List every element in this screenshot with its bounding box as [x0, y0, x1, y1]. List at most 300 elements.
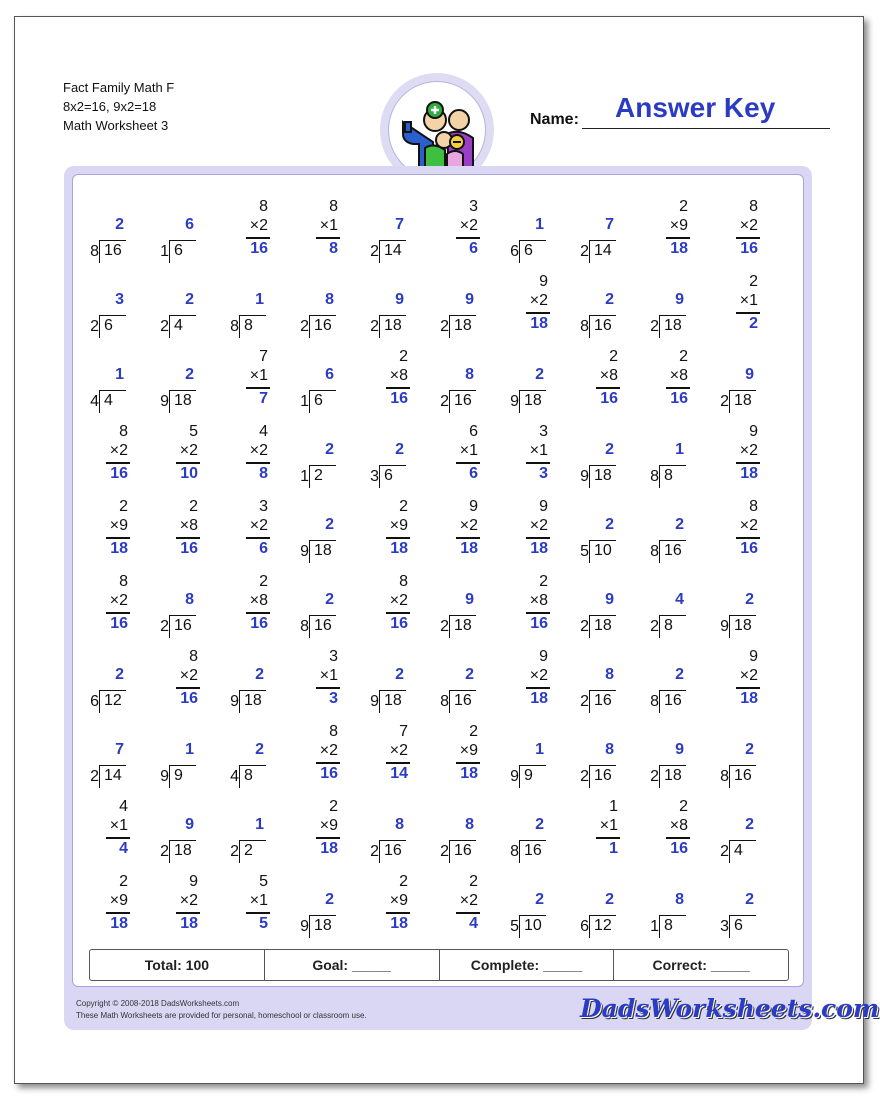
product-answer: 18	[530, 315, 548, 332]
factor-bottom	[740, 217, 758, 235]
dividend	[650, 315, 686, 338]
dividend	[580, 315, 616, 338]
dividend-value: 14	[594, 242, 612, 259]
factor-bottom-value: 1	[539, 442, 548, 459]
factor-top: 8	[189, 648, 198, 665]
product-answer: 18	[110, 915, 128, 932]
dividend	[440, 315, 476, 338]
quotient-answer: 8	[605, 741, 614, 758]
divisor: 8	[580, 318, 589, 335]
product-answer: 3	[329, 690, 338, 707]
long-division	[228, 291, 268, 337]
factor-top: 4	[259, 423, 268, 440]
answer-rule	[596, 387, 620, 389]
quotient-answer: 7	[605, 216, 614, 233]
divisor: 8	[230, 318, 239, 335]
long-division	[438, 366, 478, 412]
factor-top: 8	[119, 423, 128, 440]
division-problem	[646, 421, 694, 491]
factor-top: 2	[539, 573, 548, 590]
long-division	[158, 366, 198, 412]
product-answer: 16	[530, 615, 548, 632]
long-division	[438, 591, 478, 637]
division-problem	[576, 496, 624, 566]
dividend	[510, 390, 546, 413]
answer-rule	[106, 612, 130, 614]
divisor: 6	[90, 693, 99, 710]
divisor: 5	[580, 543, 589, 560]
times-sign: ×	[459, 742, 470, 759]
dividend-value: 16	[454, 392, 472, 409]
factor-bottom	[110, 892, 128, 910]
factor-bottom	[110, 517, 128, 535]
divisor: 9	[510, 393, 519, 410]
factor-top: 6	[469, 423, 478, 440]
division-problem	[86, 346, 134, 416]
product-answer: 4	[469, 915, 478, 932]
quotient-answer: 9	[395, 291, 404, 308]
factor-bottom-value: 2	[259, 517, 268, 534]
times-sign: ×	[249, 592, 260, 609]
answer-rule	[106, 462, 130, 464]
divisor: 5	[510, 918, 519, 935]
quotient-answer: 2	[325, 591, 334, 608]
factor-bottom-value: 9	[399, 892, 408, 909]
product-answer: 16	[320, 765, 338, 782]
factor-top: 2	[119, 873, 128, 890]
quotient-answer: 2	[535, 366, 544, 383]
division-problem	[646, 571, 694, 641]
division-problem	[506, 196, 554, 266]
quotient-answer: 1	[535, 741, 544, 758]
quotient-answer: 8	[675, 891, 684, 908]
multiplication-problem	[646, 196, 694, 266]
division-problem	[716, 571, 764, 641]
long-division	[718, 591, 758, 637]
product-answer: 16	[670, 840, 688, 857]
times-sign: ×	[529, 667, 540, 684]
division-problem	[506, 346, 554, 416]
division-problem	[716, 721, 764, 791]
long-division	[368, 291, 408, 337]
dividend	[510, 915, 546, 938]
dividend-value: 6	[104, 317, 113, 334]
dividend	[300, 390, 336, 413]
answer-rule	[176, 912, 200, 914]
answer-rule	[456, 762, 480, 764]
quotient-answer: 2	[745, 891, 754, 908]
dividend	[370, 240, 406, 263]
answer-rule	[736, 237, 760, 239]
dividend	[370, 690, 406, 713]
quotient-answer: 6	[185, 216, 194, 233]
factor-top: 2	[399, 348, 408, 365]
worksheet-subtitle: Math Worksheet 3	[63, 118, 169, 133]
division-problem	[436, 571, 484, 641]
dividend	[510, 840, 546, 863]
product-answer: 16	[390, 390, 408, 407]
divisor: 8	[90, 243, 99, 260]
factor-bottom-value: 2	[469, 517, 478, 534]
factor-bottom	[180, 442, 198, 460]
factor-bottom	[390, 517, 408, 535]
factor-bottom	[390, 742, 408, 760]
factor-top: 8	[399, 573, 408, 590]
long-division	[718, 741, 758, 787]
dividend-value: 14	[104, 767, 122, 784]
dividend	[580, 690, 616, 713]
factor-bottom-value: 2	[119, 442, 128, 459]
divisor: 8	[720, 768, 729, 785]
factor-bottom	[460, 892, 478, 910]
product-answer: 8	[259, 465, 268, 482]
division-problem	[366, 196, 414, 266]
long-division	[508, 366, 548, 412]
quotient-answer: 2	[675, 516, 684, 533]
divisor: 3	[720, 918, 729, 935]
dividend	[440, 840, 476, 863]
divisor: 2	[440, 843, 449, 860]
factor-bottom-value: 2	[539, 667, 548, 684]
times-sign: ×	[529, 592, 540, 609]
correct-field[interactable]: Correct: _____	[652, 957, 750, 973]
product-answer: 16	[600, 390, 618, 407]
factor-bottom	[530, 442, 548, 460]
dividend	[650, 915, 686, 938]
answer-rule	[176, 462, 200, 464]
division-problem	[366, 796, 414, 866]
long-division	[158, 216, 198, 262]
brand-logo: DadsWorksheets.com	[580, 994, 880, 1023]
dividend	[160, 765, 196, 788]
factor-bottom	[320, 817, 338, 835]
dividend-value: 18	[454, 617, 472, 634]
multiplication-problem	[226, 421, 274, 491]
product-answer: 6	[469, 465, 478, 482]
answer-rule	[106, 912, 130, 914]
times-sign: ×	[669, 217, 680, 234]
long-division	[578, 891, 618, 937]
answer-rule	[526, 462, 550, 464]
quotient-answer: 2	[185, 291, 194, 308]
dividend-value: 4	[174, 317, 183, 334]
factor-top: 8	[329, 723, 338, 740]
long-division	[648, 741, 688, 787]
multiplication-problem	[716, 496, 764, 566]
times-sign: ×	[109, 517, 120, 534]
divisor: 8	[650, 543, 659, 560]
factor-bottom	[250, 892, 268, 910]
dividend-value: 16	[174, 617, 192, 634]
long-division	[88, 216, 128, 262]
division-problem	[86, 271, 134, 341]
quotient-answer: 1	[675, 441, 684, 458]
divisor: 2	[580, 243, 589, 260]
factor-top: 9	[539, 498, 548, 515]
times-sign: ×	[739, 667, 750, 684]
factor-bottom	[390, 892, 408, 910]
divisor: 2	[580, 693, 589, 710]
family-icon	[389, 82, 485, 178]
factor-bottom	[670, 817, 688, 835]
quotient-answer: 1	[255, 816, 264, 833]
long-division	[508, 816, 548, 862]
times-sign: ×	[249, 367, 260, 384]
long-division	[368, 441, 408, 487]
times-sign: ×	[249, 442, 260, 459]
dividend-value: 18	[594, 467, 612, 484]
multiplication-problem	[716, 196, 764, 266]
factor-bottom-value: 9	[399, 517, 408, 534]
division-problem	[716, 796, 764, 866]
product-answer: 16	[180, 690, 198, 707]
times-sign: ×	[179, 892, 190, 909]
answer-rule	[736, 312, 760, 314]
dividend-value: 4	[104, 392, 113, 409]
divisor: 2	[580, 618, 589, 635]
factor-bottom-value: 2	[749, 517, 758, 534]
long-division	[158, 291, 198, 337]
dividend-value: 4	[734, 842, 743, 859]
multiplication-problem	[296, 721, 344, 791]
factor-bottom-value: 2	[469, 892, 478, 909]
divisor: 2	[370, 843, 379, 860]
dividend-value: 6	[384, 467, 393, 484]
dividend-value: 18	[384, 692, 402, 709]
factor-bottom-value: 2	[399, 592, 408, 609]
long-division	[368, 816, 408, 862]
dividend	[720, 390, 756, 413]
factor-bottom-value: 8	[679, 367, 688, 384]
factor-bottom	[390, 367, 408, 385]
answer-rule	[246, 462, 270, 464]
factor-top: 1	[609, 798, 618, 815]
times-sign: ×	[249, 217, 260, 234]
division-problem	[576, 196, 624, 266]
times-sign: ×	[389, 367, 400, 384]
divisor: 1	[650, 918, 659, 935]
times-sign: ×	[179, 667, 190, 684]
multiplication-problem	[86, 421, 134, 491]
division-problem	[436, 646, 484, 716]
product-answer: 6	[259, 540, 268, 557]
multiplication-problem	[156, 421, 204, 491]
dividend-value: 16	[594, 767, 612, 784]
multiplication-problem	[296, 196, 344, 266]
dividend	[90, 690, 126, 713]
division-problem	[646, 646, 694, 716]
times-sign: ×	[529, 442, 540, 459]
dividend-value: 14	[384, 242, 402, 259]
product-answer: 16	[740, 240, 758, 257]
factor-bottom	[740, 292, 758, 310]
multiplication-problem	[716, 646, 764, 716]
division-problem	[646, 871, 694, 941]
multiplication-problem	[646, 796, 694, 866]
factor-bottom	[250, 517, 268, 535]
long-division	[228, 816, 268, 862]
factor-top: 2	[329, 798, 338, 815]
division-problem	[506, 721, 554, 791]
product-answer: 5	[259, 915, 268, 932]
times-sign: ×	[739, 217, 750, 234]
divisor: 9	[510, 768, 519, 785]
factor-bottom	[250, 367, 268, 385]
dividend-value: 16	[314, 617, 332, 634]
multiplication-problem	[506, 421, 554, 491]
dividend-value: 6	[734, 917, 743, 934]
dividend	[510, 765, 546, 788]
long-division	[298, 441, 338, 487]
factor-bottom	[530, 592, 548, 610]
dividend	[440, 690, 476, 713]
factor-bottom-value: 9	[679, 217, 688, 234]
long-division	[228, 666, 268, 712]
division-problem	[576, 871, 624, 941]
dividend-value: 18	[594, 617, 612, 634]
long-division	[88, 291, 128, 337]
division-problem	[296, 421, 344, 491]
division-problem	[576, 421, 624, 491]
factor-bottom-value: 2	[119, 592, 128, 609]
divisor: 2	[370, 318, 379, 335]
divisor: 2	[160, 843, 169, 860]
product-answer: 18	[390, 915, 408, 932]
long-division	[648, 441, 688, 487]
answer-rule	[456, 462, 480, 464]
quotient-answer: 1	[535, 216, 544, 233]
long-division	[508, 891, 548, 937]
dividend-value: 6	[174, 242, 183, 259]
answer-rule	[246, 237, 270, 239]
dividend	[440, 615, 476, 638]
factor-bottom-value: 1	[329, 667, 338, 684]
product-answer: 16	[180, 540, 198, 557]
factor-bottom-value: 1	[329, 217, 338, 234]
answer-rule	[246, 912, 270, 914]
quotient-answer: 1	[115, 366, 124, 383]
dividend	[370, 840, 406, 863]
dividend	[580, 465, 616, 488]
name-field[interactable]	[582, 128, 830, 129]
multiplication-problem	[226, 196, 274, 266]
division-problem	[296, 496, 344, 566]
answer-rule	[666, 237, 690, 239]
worksheet-title: Fact Family Math F	[63, 80, 175, 95]
dividend	[580, 615, 616, 638]
quotient-answer: 8	[395, 816, 404, 833]
product-answer: 1	[609, 840, 618, 857]
divisor: 6	[580, 918, 589, 935]
divisor: 2	[440, 393, 449, 410]
times-sign: ×	[249, 892, 260, 909]
division-problem	[296, 271, 344, 341]
quotient-answer: 9	[185, 816, 194, 833]
factor-bottom-value: 8	[189, 517, 198, 534]
divisor: 2	[580, 768, 589, 785]
multiplication-problem	[506, 271, 554, 341]
factor-top: 5	[189, 423, 198, 440]
division-problem	[716, 871, 764, 941]
goal-field[interactable]: Goal: _____	[265, 950, 440, 980]
long-division	[158, 816, 198, 862]
times-sign: ×	[109, 892, 120, 909]
factor-top: 3	[329, 648, 338, 665]
division-problem	[296, 871, 344, 941]
dividend-value: 18	[454, 317, 472, 334]
divisor: 2	[720, 393, 729, 410]
score-box	[89, 949, 789, 981]
multiplication-problem	[436, 196, 484, 266]
times-sign: ×	[459, 517, 470, 534]
copyright-block	[76, 998, 367, 1022]
factor-top: 3	[259, 498, 268, 515]
factor-bottom-value: 2	[329, 742, 338, 759]
quotient-answer: 7	[395, 216, 404, 233]
quotient-answer: 9	[675, 291, 684, 308]
dividend-value: 8	[244, 767, 253, 784]
divisor: 8	[510, 843, 519, 860]
divisor: 2	[370, 243, 379, 260]
dividend	[510, 240, 546, 263]
division-problem	[156, 271, 204, 341]
dividend	[720, 615, 756, 638]
dividend-value: 6	[314, 392, 323, 409]
long-division	[508, 741, 548, 787]
dividend-value: 18	[314, 917, 332, 934]
product-answer: 16	[390, 615, 408, 632]
quotient-answer: 9	[745, 366, 754, 383]
times-sign: ×	[669, 367, 680, 384]
division-problem	[156, 196, 204, 266]
multiplication-problem	[436, 721, 484, 791]
long-division	[718, 366, 758, 412]
answer-rule	[666, 837, 690, 839]
division-problem	[226, 796, 274, 866]
dividend-value: 12	[104, 692, 122, 709]
times-sign: ×	[459, 892, 470, 909]
dividend-value: 18	[384, 317, 402, 334]
times-sign: ×	[669, 817, 680, 834]
divisor: 9	[720, 618, 729, 635]
division-problem	[226, 646, 274, 716]
factor-bottom	[530, 517, 548, 535]
dividend	[370, 315, 406, 338]
quotient-answer: 2	[465, 666, 474, 683]
dividend	[300, 540, 336, 563]
long-division	[298, 591, 338, 637]
quotient-answer: 2	[745, 741, 754, 758]
long-division	[88, 666, 128, 712]
multiplication-problem	[716, 421, 764, 491]
multiplication-problem	[86, 871, 134, 941]
quotient-answer: 2	[325, 891, 334, 908]
divisor: 2	[650, 618, 659, 635]
product-answer: 18	[740, 690, 758, 707]
division-problem	[646, 271, 694, 341]
long-division	[648, 666, 688, 712]
division-problem	[716, 346, 764, 416]
divisor: 3	[370, 468, 379, 485]
complete-field[interactable]: Complete: _____	[440, 950, 615, 980]
factor-bottom-value: 2	[259, 217, 268, 234]
times-sign: ×	[529, 517, 540, 534]
factor-bottom-value: 8	[259, 592, 268, 609]
factor-bottom	[320, 667, 338, 685]
division-problem	[576, 271, 624, 341]
quotient-answer: 9	[675, 741, 684, 758]
quotient-answer: 1	[255, 291, 264, 308]
